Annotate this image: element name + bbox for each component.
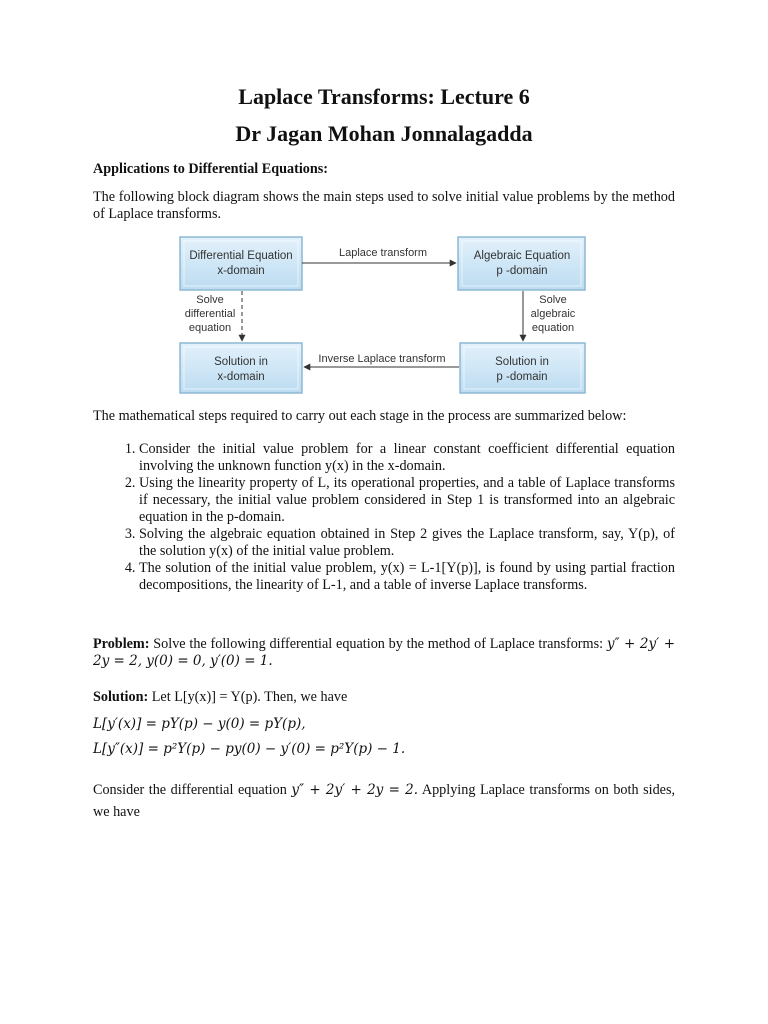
steps-list [93,441,675,594]
box-br-line1: Solution in [495,356,549,368]
box-solution-x-domain [180,343,302,393]
box-bl-line2: x-domain [217,371,265,383]
box-algebraic-equation [458,237,585,290]
arrow-bottom-label: Inverse Laplace transform [318,353,446,365]
consider-paragraph [93,779,675,823]
box-differential-equation [180,237,302,290]
solution-intro [93,689,675,706]
box-tl-line2: x-domain [217,265,265,277]
equation-first-derivative: L[y′(x)] = pY(p) − y(0) = pY(p), [93,716,306,732]
summary-paragraph: The mathematical steps required to carry out each stage in the process are summarized below: [93,408,627,424]
left-label-2: differential [184,308,236,320]
box-tr-line1: Algebraic Equation [473,250,571,262]
solution-label: Solution: [93,689,149,705]
box-tr-line2: p -domain [496,265,548,277]
box-tl-line1: Differential Equation [189,250,293,262]
right-label-1: Solve [539,294,567,306]
left-label-3: equation [188,322,232,334]
list-item: 1. Consider the initial value problem for a linear constant coefficient differential equation involving the unknown function y(x) in the x-domain. [139,441,675,475]
equation-second-derivative: L[y″(x)] = p²Y(p) − py(0) − y′(0) = p²Y(p) − 1. [93,741,406,757]
box-bl-line1: Solution in [214,356,268,368]
solution-text: Let L[y(x)] = Y(p). Then, we have [151,689,348,705]
consider-equation: y″ + 2y′ + 2y = 2. [291,782,419,798]
laplace-block-diagram [170,230,590,402]
list-item: 2. Using the linearity property of L, its operational properties, and a table of Laplace transforms if necessary, the initial value problem considered in Step 1 is transformed into an algebraic equation in the p-domain. [139,475,675,526]
arrow-top-label: Laplace transform [338,247,428,259]
intro-paragraph: The following block diagram shows the main steps used to solve initial value problems by the method of Laplace transforms. [93,189,675,222]
problem-equation: y″ + 2y′ + 2y = 2, y(0) = 0, y′(0) = 1. [93,636,676,669]
consider-before: Consider the differential equation [93,782,287,798]
section-heading: Applications to Differential Equations: [93,161,329,177]
problem-text: Solve the following differential equation by the method of Laplace transforms: [153,636,604,652]
author-name: Dr Jagan Mohan Jonnalagadda [235,121,533,146]
problem-label: Problem: [93,636,150,652]
box-br-line2: p -domain [496,371,548,383]
box-solution-p-domain [460,343,585,393]
list-item: 3. Solving the algebraic equation obtained in Step 2 gives the Laplace transform, say, Y(p), of the solution y(x) of the initial value problem. [139,526,675,560]
lecture-title: Laplace Transforms: Lecture 6 [238,84,530,109]
right-label-2: algebraic [530,308,576,320]
problem-statement [93,636,675,670]
list-item: 4. The solution of the initial value problem, y(x) = L-1[Y(p)], is found by using partial fraction decompositions, the linearity of L-1, and a table of inverse Laplace transforms. [139,560,675,594]
left-label-1: Solve [196,294,224,306]
consider-after: Applying Laplace transforms on both sides, we have [93,782,676,820]
right-label-3: equation [531,322,575,334]
